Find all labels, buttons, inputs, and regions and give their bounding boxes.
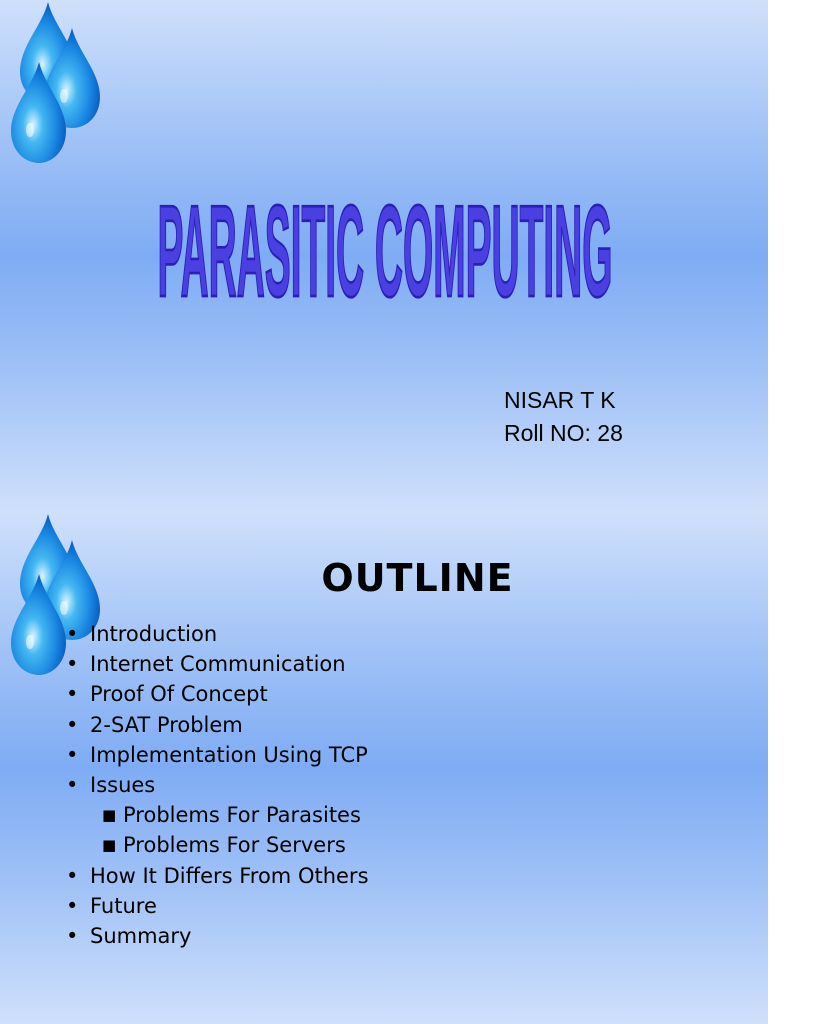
list-item: • Proof Of Concept bbox=[64, 679, 369, 709]
list-item: • Summary bbox=[64, 921, 369, 951]
list-item: • Introduction bbox=[64, 619, 369, 649]
sub-list-item: ■ Problems For Parasites bbox=[64, 800, 369, 830]
water-drops-icon bbox=[8, 0, 108, 170]
bullet-icon: • bbox=[66, 712, 79, 737]
slide-title-text: PARASITIC COMPUTING bbox=[157, 179, 613, 325]
list-item: • Internet Communication bbox=[64, 649, 369, 679]
title-slide bbox=[0, 0, 768, 512]
outline-heading: OUTLINE bbox=[321, 556, 514, 600]
author-block bbox=[504, 384, 623, 450]
bullet-icon: • bbox=[66, 772, 79, 797]
bullet-icon: • bbox=[66, 742, 79, 767]
bullet-icon: • bbox=[66, 682, 79, 707]
bullet-icon: • bbox=[66, 863, 79, 888]
outline-slide bbox=[0, 512, 768, 1024]
sub-list-item: ■ Problems For Servers bbox=[64, 830, 369, 860]
bullet-icon: • bbox=[66, 893, 79, 918]
list-item: • 2-SAT Problem bbox=[64, 710, 369, 740]
slide-title bbox=[150, 179, 620, 325]
bullet-icon: • bbox=[66, 652, 79, 677]
list-item: • Issues bbox=[64, 770, 369, 800]
square-bullet-icon: ■ bbox=[102, 836, 117, 855]
bullet-icon: • bbox=[66, 622, 79, 646]
square-bullet-icon: ■ bbox=[102, 806, 117, 825]
list-item: • How It Differs From Others bbox=[64, 861, 369, 891]
author-name: NISAR T K bbox=[504, 387, 616, 413]
roll-number: Roll NO: 28 bbox=[504, 420, 623, 446]
list-item: • Future bbox=[64, 891, 369, 921]
bullet-icon: • bbox=[66, 923, 79, 948]
outline-list bbox=[64, 619, 369, 951]
list-item: • Implementation Using TCP bbox=[64, 740, 369, 770]
